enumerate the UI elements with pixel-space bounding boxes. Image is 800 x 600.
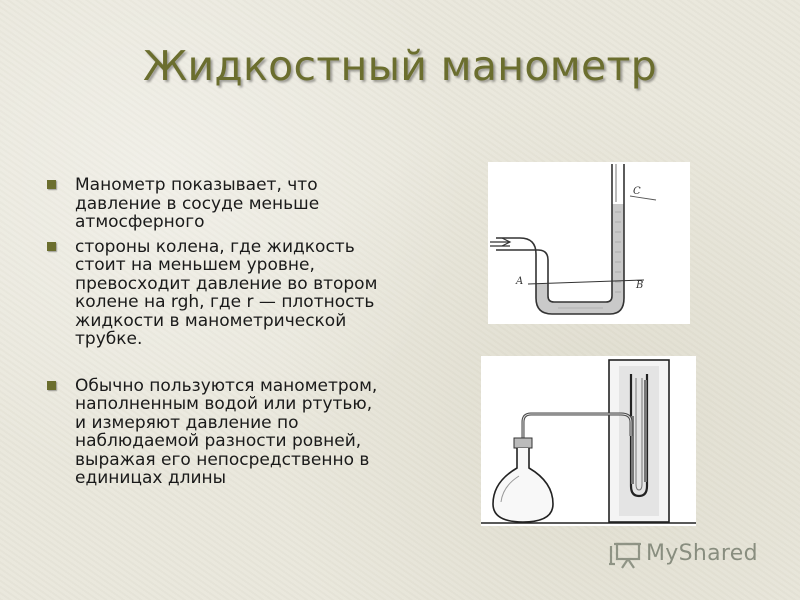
- label-a: A: [516, 276, 524, 287]
- level-line: [528, 280, 644, 284]
- flask-manometer-drawing: [481, 356, 696, 526]
- bullet-marker-icon: [47, 242, 56, 251]
- label-c: C: [633, 186, 641, 197]
- myshared-watermark: [608, 540, 768, 570]
- bullet-item-1: [45, 176, 385, 232]
- tube-outer-wall: [496, 164, 624, 314]
- label-b: B: [636, 280, 644, 291]
- bullet-item-3: [45, 377, 385, 488]
- manometer-liquid: [536, 204, 624, 314]
- bullet-text-1: Манометр показывает, что давление в сосуде меньше атмосферного: [75, 175, 320, 232]
- bullet-list: [45, 176, 385, 494]
- slide-title: Жидкостный манометр: [143, 42, 657, 90]
- bullet-marker-icon: [47, 381, 56, 390]
- projector-screen-icon: [608, 540, 642, 570]
- u-tube-manometer-diagram: [488, 162, 690, 324]
- bullet-item-2: [45, 238, 385, 349]
- flask-manometer-illustration: [481, 356, 696, 526]
- bullet-marker-icon: [47, 180, 56, 189]
- flask-stopper: [514, 438, 532, 448]
- bullet-text-2: стороны колена, где жидкость стоит на меньшем уровне, превосходит давление во втором колене на rgh, где r — плотность жидкости в манометрической трубке.: [75, 236, 378, 349]
- flask: [493, 448, 553, 522]
- watermark-text: MyShared: [646, 541, 758, 566]
- u-tube-drawing: [488, 162, 690, 324]
- flow-arrows: [490, 238, 510, 246]
- bullet-text-3: Обычно пользуются манометром, наполненным водой или ртутью, и измеряют давление по наблюдаемой разности ровней, выражая его непосредственно в единицах длины: [75, 375, 378, 488]
